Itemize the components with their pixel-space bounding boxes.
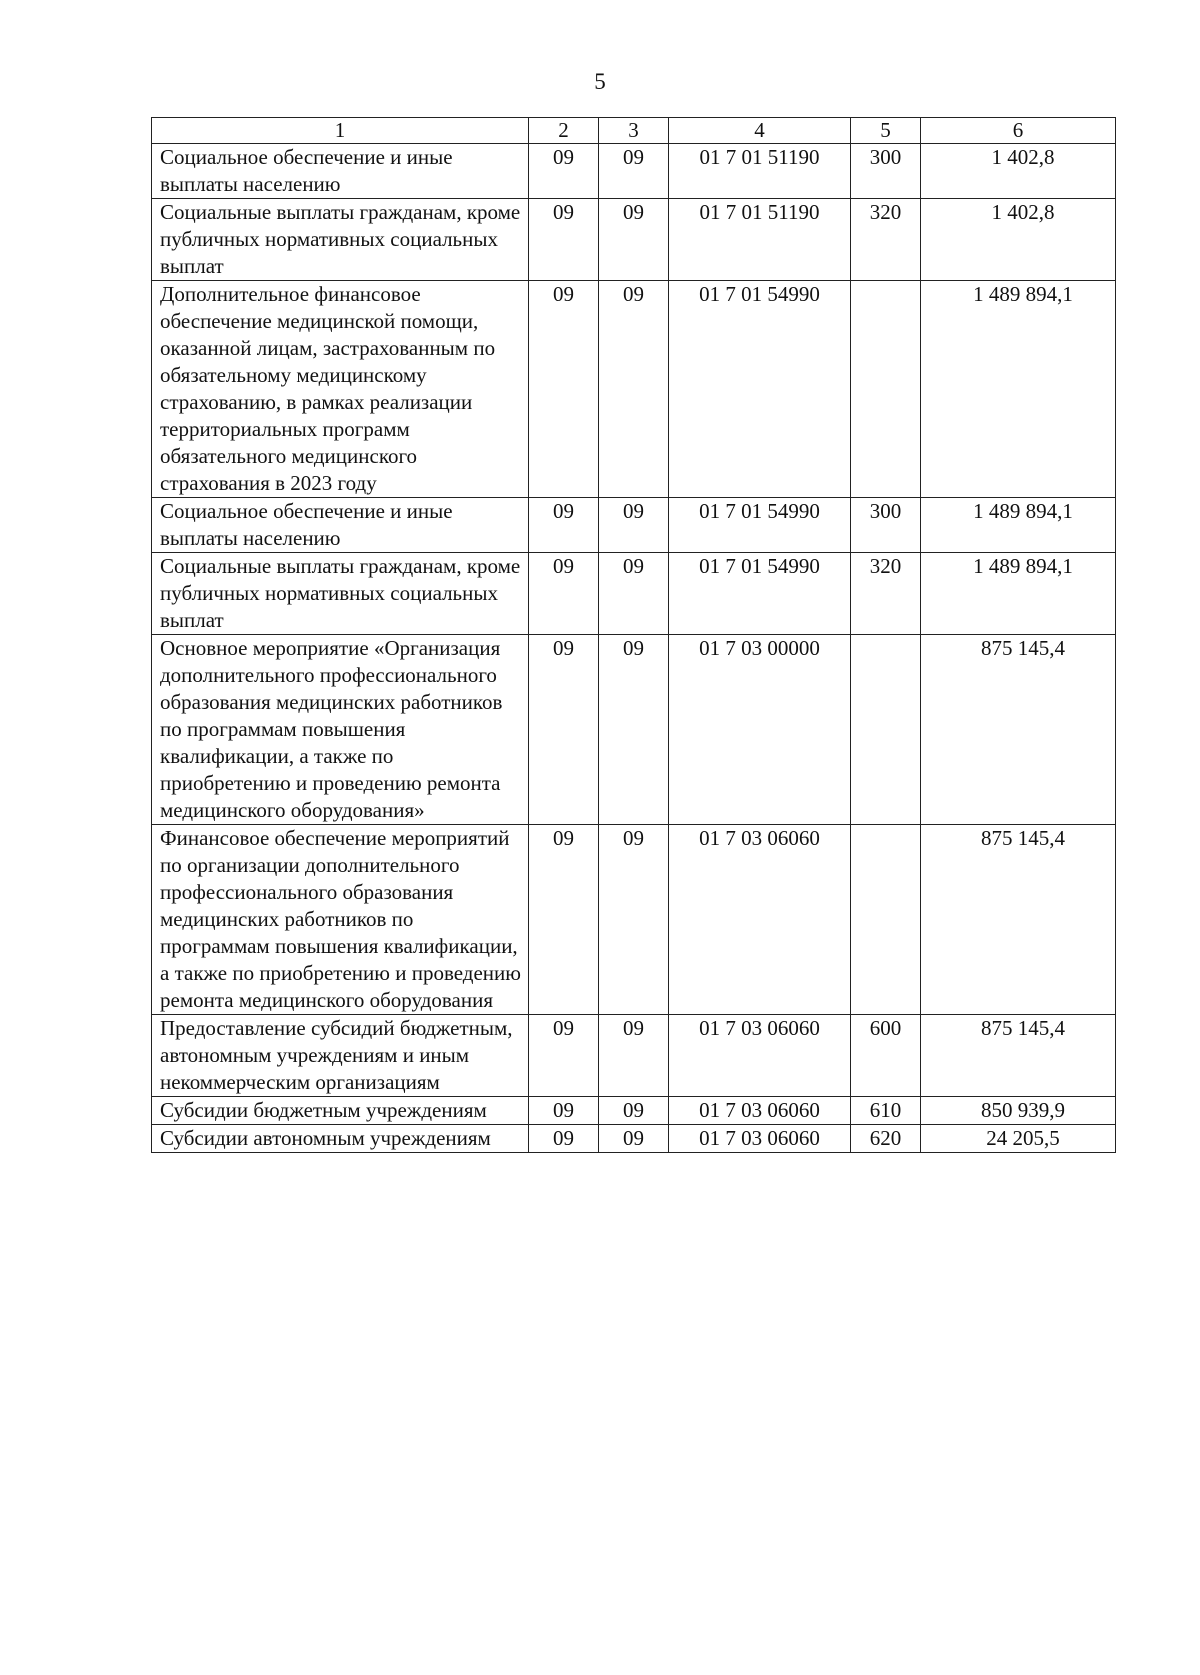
cell-name: Субсидии автономным учреждениям <box>152 1125 529 1153</box>
table-row <box>152 281 1116 498</box>
table-row <box>152 1097 1116 1125</box>
column-header-4: 4 <box>669 118 851 144</box>
table-row <box>152 1015 1116 1097</box>
cell-target-article: 01 7 03 00000 <box>669 635 851 825</box>
cell-amount: 1 402,8 <box>921 199 1116 281</box>
table-row <box>152 635 1116 825</box>
cell-amount: 24 205,5 <box>921 1125 1116 1153</box>
column-header-5: 5 <box>851 118 921 144</box>
cell-name: Предоставление субсидий бюджетным, автономным учреждениям и иным некоммерческим организациям <box>152 1015 529 1097</box>
budget-table <box>151 117 1116 1153</box>
table-row <box>152 553 1116 635</box>
column-header-3: 3 <box>599 118 669 144</box>
cell-expense-type <box>851 281 921 498</box>
cell-target-article: 01 7 01 51190 <box>669 199 851 281</box>
column-header-6: 6 <box>921 118 1116 144</box>
cell-target-article: 01 7 01 51190 <box>669 144 851 199</box>
cell-amount: 850 939,9 <box>921 1097 1116 1125</box>
cell-subsection: 09 <box>599 1125 669 1153</box>
cell-subsection: 09 <box>599 1097 669 1125</box>
table-row <box>152 199 1116 281</box>
cell-expense-type: 620 <box>851 1125 921 1153</box>
cell-target-article: 01 7 03 06060 <box>669 825 851 1015</box>
cell-subsection: 09 <box>599 553 669 635</box>
cell-expense-type: 320 <box>851 199 921 281</box>
cell-name: Субсидии бюджетным учреждениям <box>152 1097 529 1125</box>
table-row <box>152 1125 1116 1153</box>
cell-name: Социальные выплаты гражданам, кроме публичных нормативных социальных выплат <box>152 553 529 635</box>
cell-target-article: 01 7 01 54990 <box>669 281 851 498</box>
cell-name: Социальное обеспечение и иные выплаты населению <box>152 498 529 553</box>
cell-section: 09 <box>529 281 599 498</box>
cell-target-article: 01 7 03 06060 <box>669 1097 851 1125</box>
cell-subsection: 09 <box>599 199 669 281</box>
column-header-1: 1 <box>152 118 529 144</box>
table-header-row <box>152 118 1116 144</box>
cell-section: 09 <box>529 1097 599 1125</box>
cell-amount: 1 489 894,1 <box>921 553 1116 635</box>
page-number: 5 <box>594 69 606 94</box>
column-header-2: 2 <box>529 118 599 144</box>
table-row <box>152 144 1116 199</box>
cell-subsection: 09 <box>599 498 669 553</box>
table-row <box>152 498 1116 553</box>
cell-subsection: 09 <box>599 1015 669 1097</box>
cell-amount: 875 145,4 <box>921 825 1116 1015</box>
cell-amount: 1 402,8 <box>921 144 1116 199</box>
cell-name: Социальные выплаты гражданам, кроме публичных нормативных социальных выплат <box>152 199 529 281</box>
cell-name: Дополнительное финансовое обеспечение медицинской помощи, оказанной лицам, застрахованным по обязательному медицинскому страхованию, в рамках реализации территориальных программ обязательного медицинского страхования в 2023 году <box>152 281 529 498</box>
cell-target-article: 01 7 03 06060 <box>669 1015 851 1097</box>
cell-section: 09 <box>529 199 599 281</box>
cell-name: Социальное обеспечение и иные выплаты населению <box>152 144 529 199</box>
cell-section: 09 <box>529 635 599 825</box>
cell-target-article: 01 7 01 54990 <box>669 498 851 553</box>
cell-expense-type <box>851 825 921 1015</box>
cell-expense-type: 610 <box>851 1097 921 1125</box>
cell-subsection: 09 <box>599 144 669 199</box>
cell-section: 09 <box>529 1125 599 1153</box>
cell-name: Финансовое обеспечение мероприятий по организации дополнительного профессионального образования медицинских работников по программам повышения квалификации, а также по приобретению и проведению ремонта медицинского оборудования <box>152 825 529 1015</box>
cell-section: 09 <box>529 553 599 635</box>
cell-name: Основное мероприятие «Организация дополнительного профессионального образования медицинских работников по программам повышения квалификации, а также по приобретению и проведению ремонта медицинского оборудования» <box>152 635 529 825</box>
cell-section: 09 <box>529 825 599 1015</box>
cell-subsection: 09 <box>599 635 669 825</box>
cell-expense-type: 600 <box>851 1015 921 1097</box>
cell-target-article: 01 7 01 54990 <box>669 553 851 635</box>
cell-amount: 1 489 894,1 <box>921 498 1116 553</box>
cell-amount: 875 145,4 <box>921 635 1116 825</box>
cell-amount: 875 145,4 <box>921 1015 1116 1097</box>
table-row <box>152 825 1116 1015</box>
cell-target-article: 01 7 03 06060 <box>669 1125 851 1153</box>
cell-expense-type <box>851 635 921 825</box>
cell-expense-type: 300 <box>851 498 921 553</box>
cell-section: 09 <box>529 1015 599 1097</box>
cell-section: 09 <box>529 144 599 199</box>
table-body <box>152 144 1116 1153</box>
cell-subsection: 09 <box>599 281 669 498</box>
cell-expense-type: 300 <box>851 144 921 199</box>
cell-expense-type: 320 <box>851 553 921 635</box>
cell-section: 09 <box>529 498 599 553</box>
cell-amount: 1 489 894,1 <box>921 281 1116 498</box>
cell-subsection: 09 <box>599 825 669 1015</box>
